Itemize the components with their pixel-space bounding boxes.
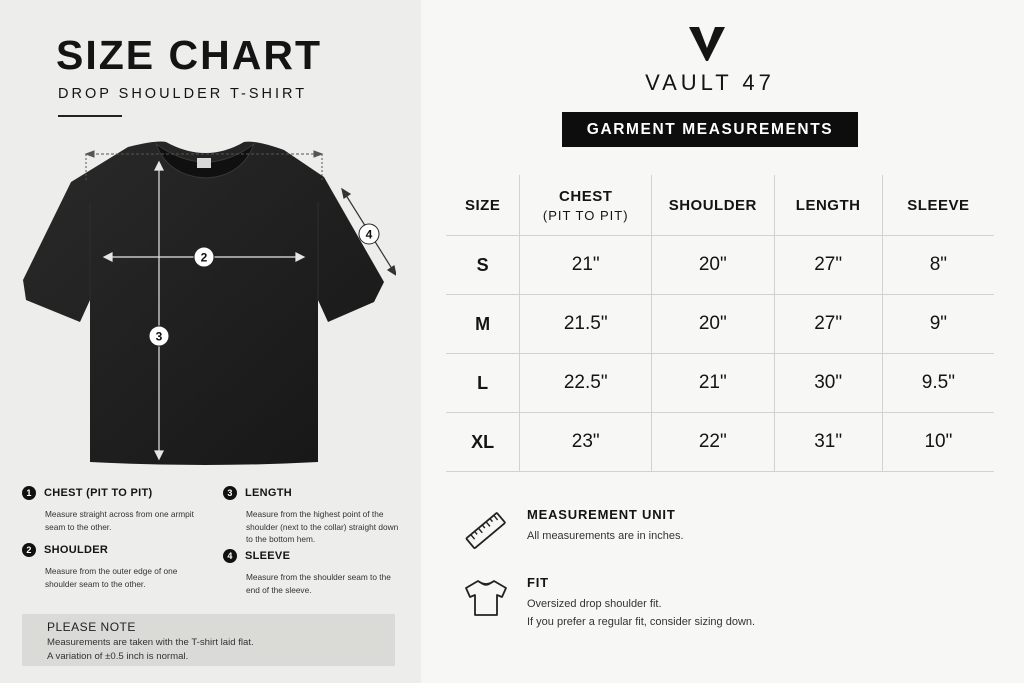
page-subtitle: DROP SHOULDER T-SHIRT bbox=[58, 86, 308, 102]
header-sleeve: SLEEVE bbox=[882, 175, 994, 236]
cell-length: 31" bbox=[774, 413, 882, 472]
legend-description: Measure from the outer edge of one shoulder seam to the other. bbox=[45, 566, 178, 589]
cell-length: 30" bbox=[774, 354, 882, 413]
left-panel bbox=[0, 0, 421, 683]
unit-text: All measurements are in inches. bbox=[527, 530, 684, 542]
header-size: SIZE bbox=[446, 175, 520, 236]
legend-description: Measure from the highest point of the shoulder (next to the collar) straight down to the bottom hem. bbox=[246, 509, 399, 544]
note-line-1: Measurements are taken with the T-shirt laid flat. bbox=[47, 637, 254, 648]
cell-length: 27" bbox=[774, 236, 882, 295]
measurement-unit-section bbox=[462, 507, 882, 557]
svg-text:4: 4 bbox=[365, 227, 373, 242]
cell-sleeve: 8" bbox=[882, 236, 994, 295]
legend-shoulder bbox=[22, 543, 202, 590]
table-row bbox=[446, 354, 994, 413]
legend-number: 3 bbox=[223, 486, 237, 500]
legend-chest bbox=[22, 486, 202, 533]
cell-shoulder: 20" bbox=[652, 236, 774, 295]
cell-size: L bbox=[446, 354, 520, 413]
legend-number: 2 bbox=[22, 543, 36, 557]
marker-4 bbox=[359, 224, 379, 244]
garment-measurements-banner: GARMENT MEASUREMENTS bbox=[562, 112, 858, 147]
legend-title: CHEST (PIT TO PIT) bbox=[44, 487, 153, 499]
fit-text bbox=[527, 595, 887, 631]
cell-size: S bbox=[446, 236, 520, 295]
cell-chest: 21.5" bbox=[520, 295, 652, 354]
cell-chest: 21" bbox=[520, 236, 652, 295]
page-title: SIZE CHART bbox=[56, 32, 322, 78]
brand-logo-icon bbox=[687, 24, 727, 64]
table-row bbox=[446, 236, 994, 295]
cell-shoulder: 22" bbox=[652, 413, 774, 472]
header-chest bbox=[520, 175, 652, 236]
cell-size: M bbox=[446, 295, 520, 354]
note-line-2: A variation of ±0.5 inch is normal. bbox=[47, 650, 189, 662]
header-chest-label: CHEST bbox=[559, 187, 613, 205]
cell-sleeve: 9.5" bbox=[882, 354, 994, 413]
cell-chest: 22.5" bbox=[520, 354, 652, 413]
fit-title: FIT bbox=[527, 575, 549, 590]
legend-number: 1 bbox=[22, 486, 36, 500]
fit-line-1: Oversized drop shoulder fit. bbox=[527, 598, 662, 610]
brand-name: VAULT 47 bbox=[645, 70, 775, 95]
cell-chest: 23" bbox=[520, 413, 652, 472]
table-header-row bbox=[446, 175, 994, 236]
table-row bbox=[446, 413, 994, 472]
legend-title: SHOULDER bbox=[44, 544, 109, 556]
legend-title: LENGTH bbox=[245, 487, 293, 499]
tshirt-diagram bbox=[16, 132, 396, 477]
unit-title: MEASUREMENT UNIT bbox=[527, 507, 676, 522]
svg-text:3: 3 bbox=[155, 329, 163, 344]
legend-sleeve bbox=[223, 549, 401, 596]
ruler-icon bbox=[462, 507, 510, 555]
cell-shoulder: 21" bbox=[652, 354, 774, 413]
cell-sleeve: 9" bbox=[882, 295, 994, 354]
tshirt-body bbox=[23, 142, 384, 465]
legend-title: SLEEVE bbox=[245, 550, 291, 562]
cell-length: 27" bbox=[774, 295, 882, 354]
table-row bbox=[446, 295, 994, 354]
header-chest-sub: (PIT TO PIT) bbox=[542, 207, 629, 223]
please-note-box bbox=[22, 614, 395, 666]
cell-size: XL bbox=[446, 413, 520, 472]
legend-length bbox=[223, 486, 401, 546]
title-underline bbox=[58, 115, 122, 117]
legend-description: Measure straight across from one armpit seam to the other. bbox=[45, 509, 194, 532]
cell-shoulder: 20" bbox=[652, 295, 774, 354]
header-length: LENGTH bbox=[774, 175, 882, 236]
tshirt-icon bbox=[462, 575, 510, 623]
svg-text:2: 2 bbox=[200, 250, 208, 265]
fit-section bbox=[462, 575, 882, 635]
tshirt-tag bbox=[197, 158, 211, 168]
marker-2 bbox=[194, 247, 214, 267]
marker-3 bbox=[149, 326, 169, 346]
fit-line-2: If you prefer a regular fit, consider sizing down. bbox=[527, 616, 756, 628]
header-shoulder: SHOULDER bbox=[652, 175, 774, 236]
measurements-table bbox=[446, 175, 994, 472]
cell-sleeve: 10" bbox=[882, 413, 994, 472]
note-title: PLEASE NOTE bbox=[47, 620, 136, 634]
legend-description: Measure from the shoulder seam to the end of the sleeve. bbox=[246, 572, 391, 595]
legend-number: 4 bbox=[223, 549, 237, 563]
